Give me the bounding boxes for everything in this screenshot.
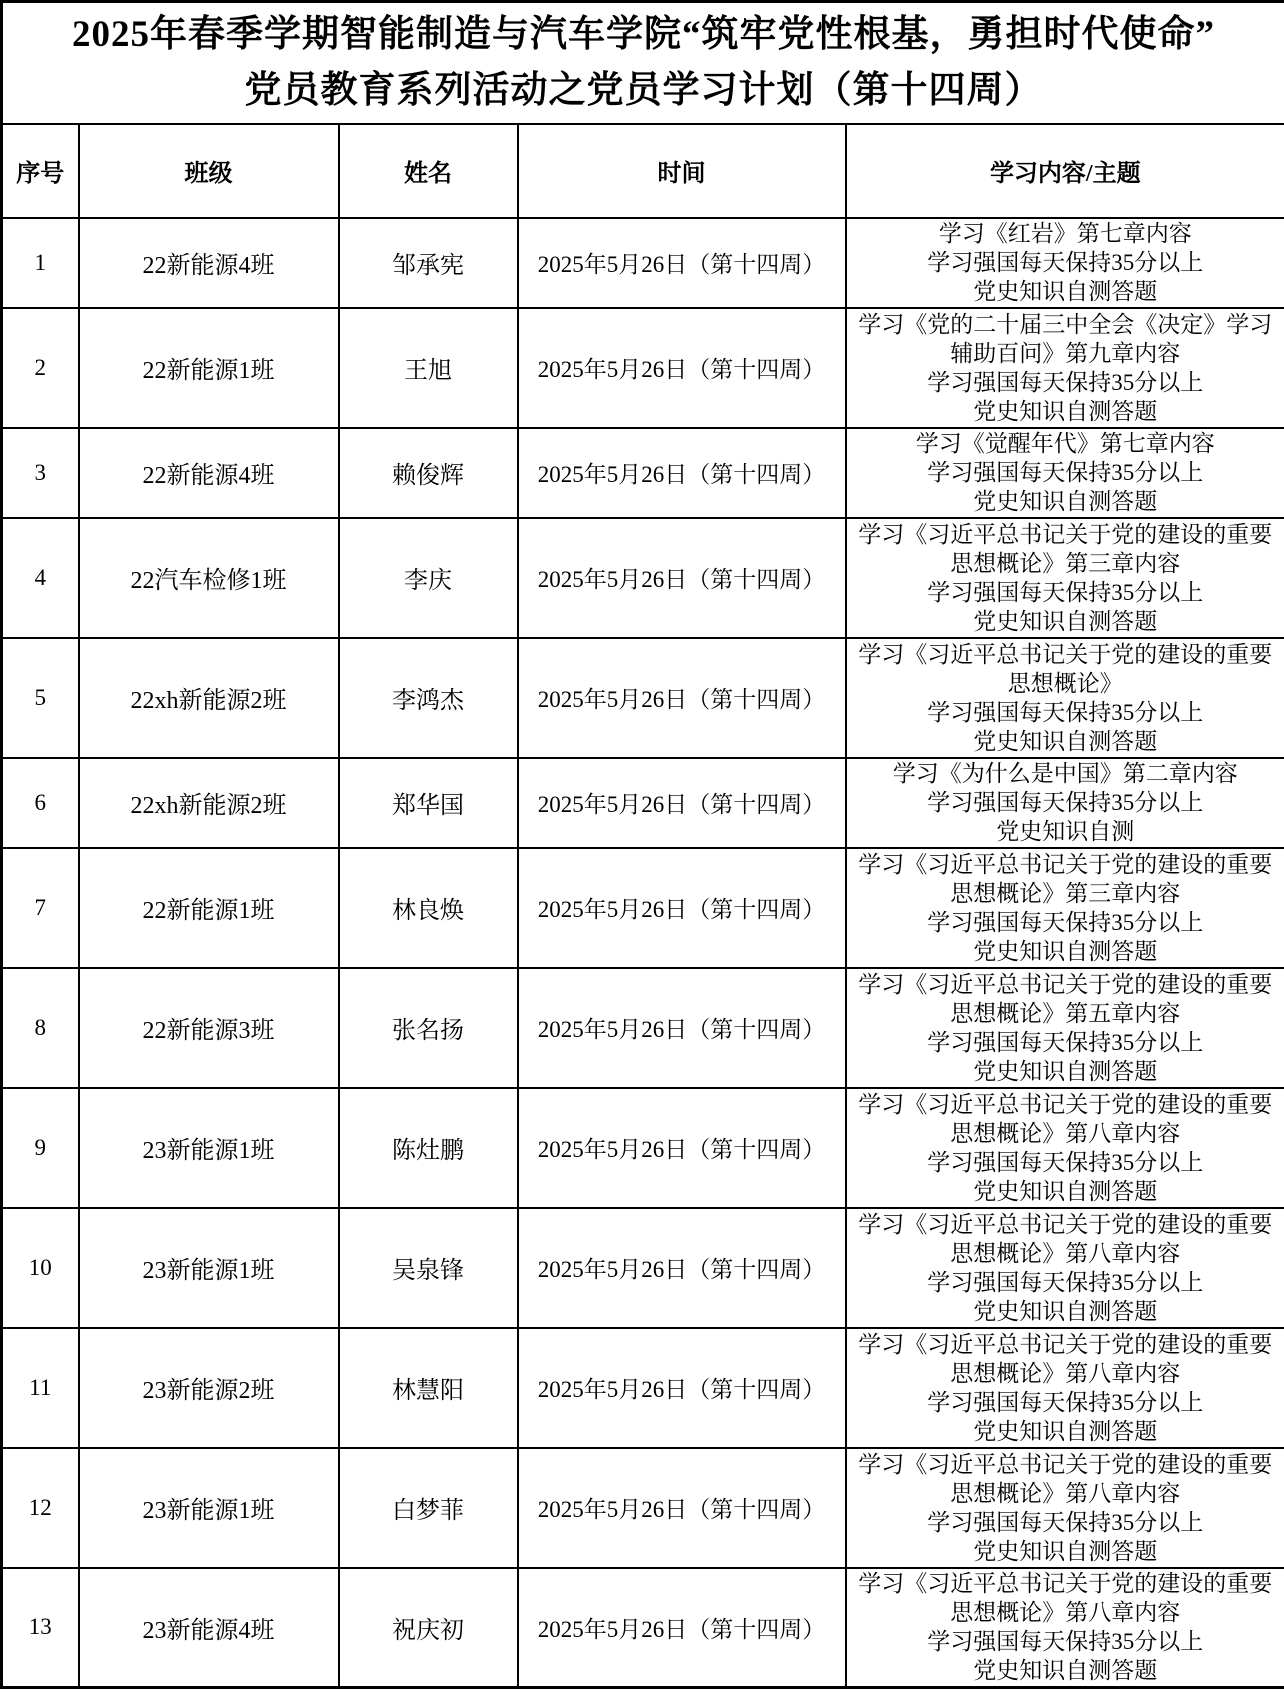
- content-line: 学习强国每天保持35分以上: [927, 1389, 1204, 1415]
- col-header-class: 班级: [79, 124, 339, 218]
- table-row: [2, 758, 1284, 848]
- row-student-name: 邹承宪: [339, 218, 518, 308]
- row-student-name: 祝庆初: [339, 1568, 518, 1688]
- row-study-content: [846, 218, 1284, 308]
- row-student-name: 赖俊辉: [339, 428, 518, 518]
- content-line: 学习《红岩》第七章内容: [938, 221, 1192, 246]
- content-line: 党史知识自测答题: [973, 1658, 1158, 1684]
- content-line: 学习强国每天保持35分以上: [927, 1509, 1204, 1535]
- content-line: 学习强国每天保持35分以上: [927, 909, 1204, 935]
- content-line: 党史知识自测: [996, 819, 1135, 844]
- row-study-time: 2025年5月26日（第十四周）: [518, 758, 846, 848]
- row-study-time: 2025年5月26日（第十四周）: [518, 638, 846, 758]
- row-serial-number: 6: [2, 758, 79, 848]
- row-study-content: [846, 428, 1284, 518]
- table-row: [2, 848, 1284, 968]
- content-line: 学习《习近平总书记关于党的建设的重要: [858, 1571, 1273, 1597]
- content-line: 思想概论》第三章内容: [950, 550, 1181, 576]
- content-line: 党史知识自测答题: [973, 279, 1158, 304]
- title-row: [2, 2, 1284, 124]
- content-line: 学习强国每天保持35分以上: [927, 1029, 1204, 1055]
- row-study-time: 2025年5月26日（第十四周）: [518, 428, 846, 518]
- row-serial-number: 2: [2, 308, 79, 428]
- row-study-content: [846, 308, 1284, 428]
- content-line: 学习《习近平总书记关于党的建设的重要: [858, 851, 1273, 877]
- row-class-name: 22新能源1班: [79, 308, 339, 428]
- content-line: 辅助百问》第九章内容: [950, 340, 1181, 366]
- row-study-time: 2025年5月26日（第十四周）: [518, 1088, 846, 1208]
- content-line: 思想概论》第八章内容: [950, 1120, 1181, 1146]
- row-class-name: 23新能源4班: [79, 1568, 339, 1688]
- row-study-time: 2025年5月26日（第十四周）: [518, 518, 846, 638]
- content-line: 学习强国每天保持35分以上: [927, 369, 1204, 395]
- row-student-name: 白梦菲: [339, 1448, 518, 1568]
- table-row: [2, 518, 1284, 638]
- row-study-time: 2025年5月26日（第十四周）: [518, 848, 846, 968]
- content-line: 党史知识自测答题: [973, 1538, 1158, 1564]
- row-serial-number: 13: [2, 1568, 79, 1688]
- content-line: 学习强国每天保持35分以上: [927, 699, 1204, 725]
- row-class-name: 23新能源1班: [79, 1208, 339, 1328]
- row-serial-number: 12: [2, 1448, 79, 1568]
- row-student-name: 林慧阳: [339, 1328, 518, 1448]
- row-class-name: 22xh新能源2班: [79, 758, 339, 848]
- row-student-name: 王旭: [339, 308, 518, 428]
- row-student-name: 吴泉锋: [339, 1208, 518, 1328]
- table-row: [2, 1328, 1284, 1448]
- row-study-time: 2025年5月26日（第十四周）: [518, 308, 846, 428]
- content-line: 学习强国每天保持35分以上: [927, 1269, 1204, 1295]
- content-line: 学习《习近平总书记关于党的建设的重要: [858, 1451, 1273, 1477]
- row-class-name: 22汽车检修1班: [79, 518, 339, 638]
- content-line: 学习强国每天保持35分以上: [927, 579, 1204, 605]
- row-study-time: 2025年5月26日（第十四周）: [518, 218, 846, 308]
- row-student-name: 林良焕: [339, 848, 518, 968]
- row-study-time: 2025年5月26日（第十四周）: [518, 1328, 846, 1448]
- row-class-name: 22新能源4班: [79, 428, 339, 518]
- row-study-time: 2025年5月26日（第十四周）: [518, 968, 846, 1088]
- row-study-time: 2025年5月26日（第十四周）: [518, 1448, 846, 1568]
- row-study-content: [846, 1088, 1284, 1208]
- row-serial-number: 4: [2, 518, 79, 638]
- content-line: 学习《习近平总书记关于党的建设的重要: [858, 521, 1273, 547]
- row-serial-number: 11: [2, 1328, 79, 1448]
- table-row: [2, 968, 1284, 1088]
- table-body: [2, 218, 1284, 1688]
- row-student-name: 郑华国: [339, 758, 518, 848]
- row-student-name: 陈灶鹏: [339, 1088, 518, 1208]
- content-line: 党史知识自测答题: [973, 398, 1158, 424]
- table-row: [2, 1568, 1284, 1688]
- content-line: 学习《习近平总书记关于党的建设的重要: [858, 1331, 1273, 1357]
- content-line: 思想概论》第八章内容: [950, 1360, 1181, 1386]
- col-header-serial: 序号: [2, 124, 79, 218]
- table-row: [2, 1088, 1284, 1208]
- content-line: 党史知识自测答题: [973, 1178, 1158, 1204]
- row-study-content: [846, 968, 1284, 1088]
- col-header-time: 时间: [518, 124, 846, 218]
- row-student-name: 李庆: [339, 518, 518, 638]
- content-line: 党史知识自测答题: [973, 938, 1158, 964]
- table-row: [2, 1208, 1284, 1328]
- row-class-name: 22新能源3班: [79, 968, 339, 1088]
- row-serial-number: 7: [2, 848, 79, 968]
- row-study-content: [846, 638, 1284, 758]
- content-line: 党史知识自测答题: [973, 1058, 1158, 1084]
- content-line: 学习《习近平总书记关于党的建设的重要: [858, 971, 1273, 997]
- title-line-1: 2025年春季学期智能制造与汽车学院“筑牢党性根基，勇担时代使命”: [72, 13, 1216, 55]
- content-line: 学习强国每天保持35分以上: [927, 790, 1204, 815]
- row-student-name: 李鸿杰: [339, 638, 518, 758]
- table-header-row: [2, 124, 1284, 218]
- content-line: 思想概论》: [1007, 670, 1123, 696]
- row-study-content: [846, 1208, 1284, 1328]
- table-row: [2, 308, 1284, 428]
- content-line: 学习强国每天保持35分以上: [927, 1149, 1204, 1175]
- row-class-name: 22xh新能源2班: [79, 638, 339, 758]
- row-study-content: [846, 1568, 1284, 1688]
- row-serial-number: 8: [2, 968, 79, 1088]
- table-row: [2, 218, 1284, 308]
- row-study-content: [846, 1328, 1284, 1448]
- content-line: 学习《习近平总书记关于党的建设的重要: [858, 1091, 1273, 1117]
- document-title: [2, 2, 1284, 124]
- content-line: 思想概论》第八章内容: [950, 1600, 1181, 1626]
- row-study-content: [846, 518, 1284, 638]
- content-line: 思想概论》第三章内容: [950, 880, 1181, 906]
- row-study-time: 2025年5月26日（第十四周）: [518, 1208, 846, 1328]
- col-header-content: 学习内容/主题: [846, 124, 1284, 218]
- content-line: 学习强国每天保持35分以上: [927, 1629, 1204, 1655]
- content-line: 党史知识自测答题: [973, 489, 1158, 514]
- content-line: 党史知识自测答题: [973, 1418, 1158, 1444]
- row-class-name: 22新能源4班: [79, 218, 339, 308]
- table-row: [2, 1448, 1284, 1568]
- content-line: 学习强国每天保持35分以上: [927, 250, 1204, 275]
- content-line: 思想概论》第五章内容: [950, 1000, 1181, 1026]
- content-line: 学习强国每天保持35分以上: [927, 460, 1204, 485]
- content-line: 思想概论》第八章内容: [950, 1480, 1181, 1506]
- row-study-time: 2025年5月26日（第十四周）: [518, 1568, 846, 1688]
- content-line: 党史知识自测答题: [973, 1298, 1158, 1324]
- row-serial-number: 3: [2, 428, 79, 518]
- row-student-name: 张名扬: [339, 968, 518, 1088]
- row-study-content: [846, 848, 1284, 968]
- content-line: 学习《觉醒年代》第七章内容: [915, 431, 1215, 456]
- row-study-content: [846, 758, 1284, 848]
- row-class-name: 23新能源1班: [79, 1448, 339, 1568]
- col-header-name: 姓名: [339, 124, 518, 218]
- content-line: 党史知识自测答题: [973, 608, 1158, 634]
- row-class-name: 22新能源1班: [79, 848, 339, 968]
- table-row: [2, 428, 1284, 518]
- row-serial-number: 9: [2, 1088, 79, 1208]
- content-line: 思想概论》第八章内容: [950, 1240, 1181, 1266]
- content-line: 党史知识自测答题: [973, 728, 1158, 754]
- content-line: 学习《为什么是中国》第二章内容: [892, 761, 1238, 786]
- row-serial-number: 1: [2, 218, 79, 308]
- table-row: [2, 638, 1284, 758]
- title-line-2: 党员教育系列活动之党员学习计划（第十四周）: [244, 69, 1043, 111]
- row-class-name: 23新能源2班: [79, 1328, 339, 1448]
- content-line: 学习《习近平总书记关于党的建设的重要: [858, 641, 1273, 667]
- row-serial-number: 10: [2, 1208, 79, 1328]
- content-line: 学习《习近平总书记关于党的建设的重要: [858, 1211, 1273, 1237]
- row-study-content: [846, 1448, 1284, 1568]
- row-class-name: 23新能源1班: [79, 1088, 339, 1208]
- content-line: 学习《党的二十届三中全会《决定》学习: [858, 311, 1273, 337]
- row-serial-number: 5: [2, 638, 79, 758]
